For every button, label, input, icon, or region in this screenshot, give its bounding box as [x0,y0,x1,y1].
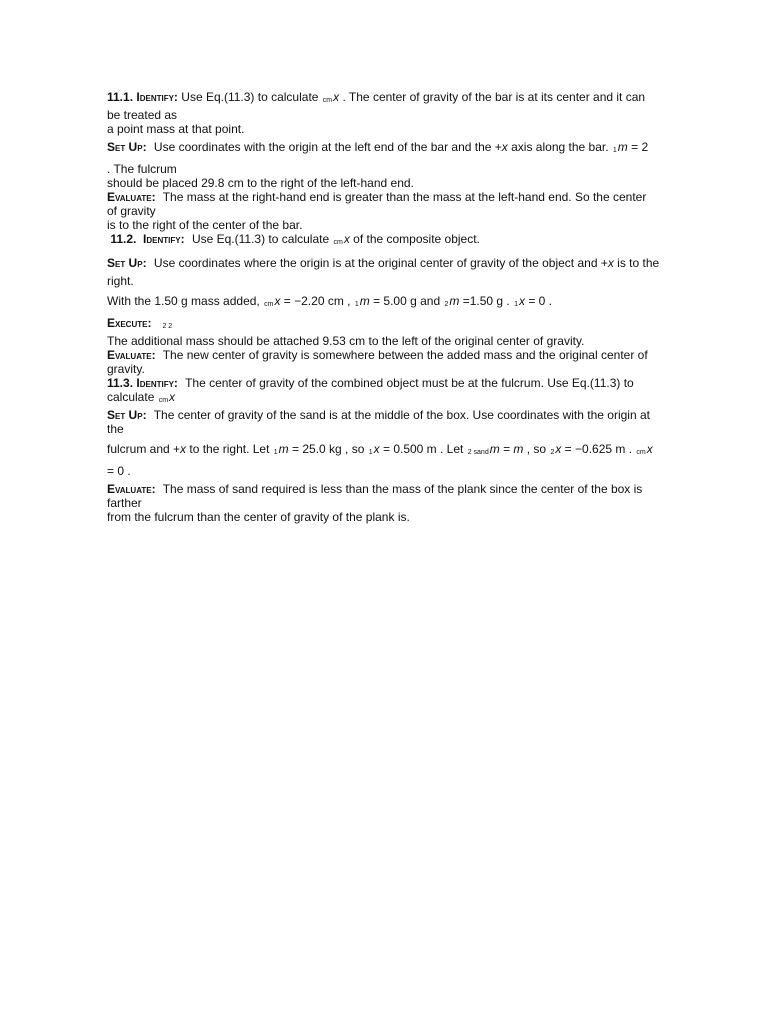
p1-line3: a point mass at that point. [107,122,245,136]
p2-line3: should be placed 29.8 cm to the right of the left-hand end. [107,176,414,190]
p13-line3: from the fulcrum than the center of gravity of the plank is. [107,510,410,524]
setup-label: Set Up: [107,140,147,154]
p4-line1: 11.2. Identify: Use Eq.(11.3) to calculate cmx of the composite object. [110,232,480,246]
execute-label: Execute: [107,316,152,330]
problem-number: 11.2. [110,232,137,246]
p13-line1: Evaluate: The mass of sand required is less than the mass of the plank since the center of the box is [107,482,643,496]
evaluate-label: Evaluate: [107,348,156,362]
p6-line1: With the 1.50 g mass added, cmx = −2.20 cm , 1m = 5.00 g and 2m =1.50 g . 1x = 0 . [107,294,553,308]
evaluate-label: Evaluate: [107,190,156,204]
p11-line1: Set Up: The center of gravity of the sand is at the middle of the box. Use coordinates with the origin at [107,408,650,422]
solution-text [107,90,663,524]
p8-line1: The additional mass should be attached 9.53 cm to the left of the original center of gravity. [107,334,585,348]
identify-label: Identify: [136,376,178,390]
problem-number: 11.3. [107,376,134,390]
problem-number: 11.1. [107,90,134,104]
p12-line1: fulcrum and +x to the right. Let 1m = 25.0 kg , so 1x = 0.500 m . Let 2 sandm = m , so 2x = −0.625 m . cmx [107,442,653,456]
p1-line1: 11.1. Identify: Use Eq.(11.3) to calculate cmx . The center of gravity of the bar is at its center and it can [107,90,646,104]
p5-line2: right. [107,274,134,288]
p13-line2: farther [107,496,142,510]
p10-line2: calculate cmx [107,390,176,404]
identify-label: Identify: [143,232,185,246]
setup-label: Set Up: [107,256,147,270]
p12-line2: = 0 . [107,464,131,478]
p9-line1: Evaluate: The new center of gravity is somewhere between the added mass and the original center of [107,348,648,362]
p2-line2: . The fulcrum [107,162,177,176]
p9-line2: gravity. [107,362,145,376]
p3-line2: of gravity [107,204,156,218]
identify-label: Identify: [136,90,178,104]
p5-line1: Set Up: Use coordinates where the origin is at the original center of gravity of the object and +x is to the [107,256,660,270]
p3-line1: Evaluate: The mass at the right-hand end is greater than the mass at the left-hand end. So the center [107,190,647,204]
p1-line2: be treated as [107,108,178,122]
p10-line1: 11.3. Identify: The center of gravity of the combined object must be at the fulcrum. Use Eq.(11.3) to [107,376,634,390]
p3-line3: is to the right of the center of the bar. [107,218,303,232]
evaluate-label: Evaluate: [107,482,156,496]
setup-label: Set Up: [107,408,147,422]
p7-line1: Execute: 2 2 [107,316,173,330]
p2-line1: Set Up: Use coordinates with the origin at the left end of the bar and the +x axis along the bar. 1m = 2 [107,140,649,154]
p11-line2: the [107,422,124,436]
